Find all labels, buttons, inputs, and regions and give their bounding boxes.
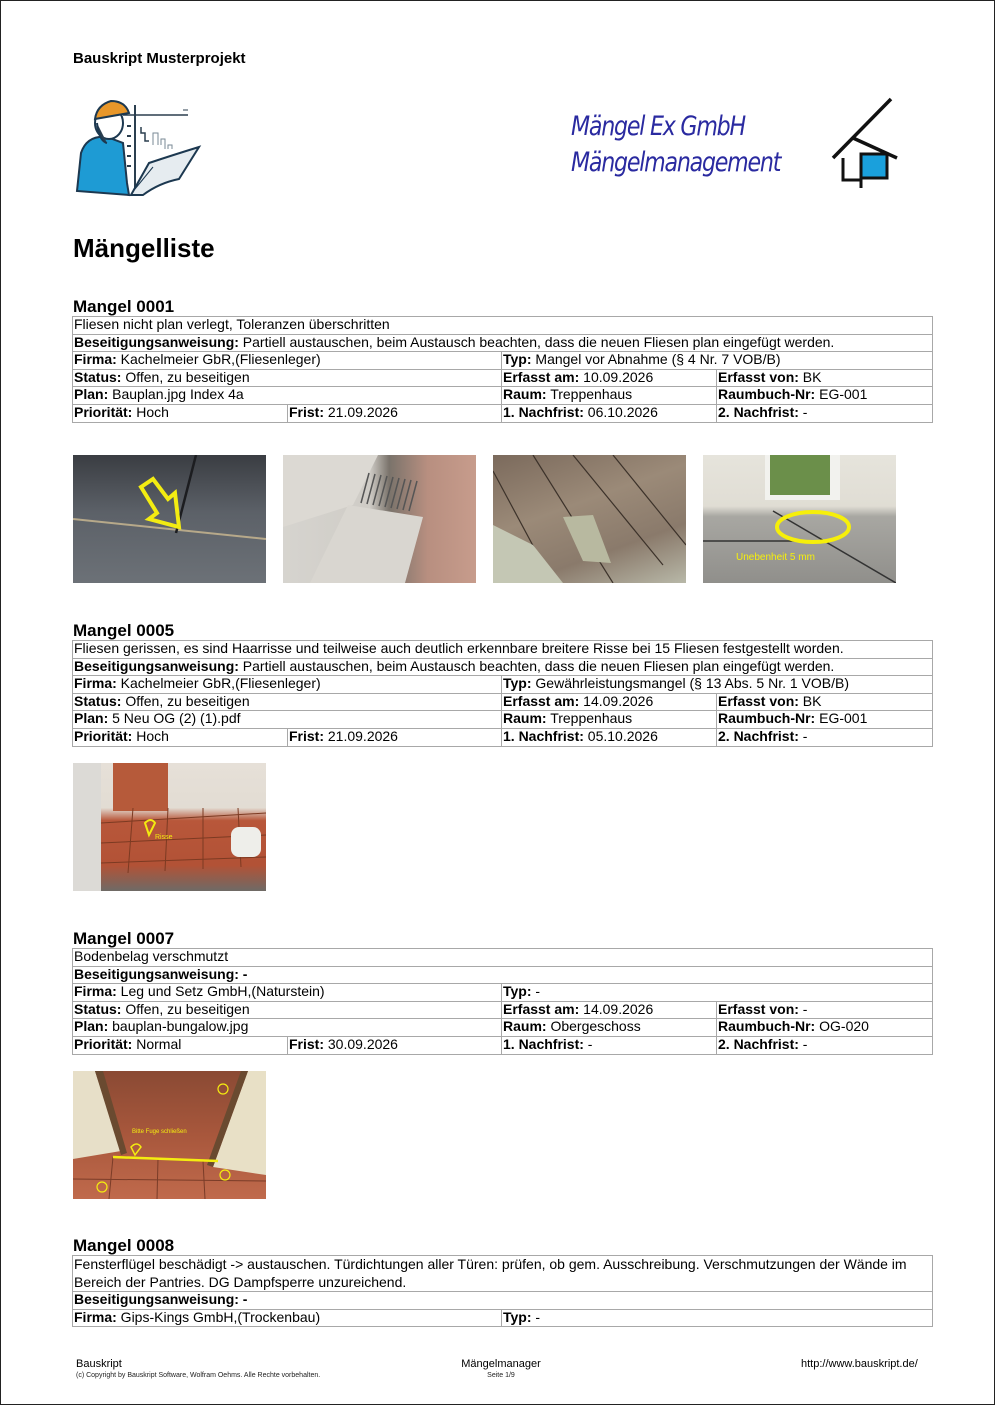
project-title: Bauskript Musterprojekt xyxy=(73,50,246,67)
defect-remedy: Beseitigungsanweisung: - xyxy=(73,1292,933,1310)
defect-room: Raum: Obergeschoss xyxy=(502,1019,717,1037)
defect-description: Fensterflügel beschädigt -> austauschen. Türdichtungen aller Türen: prüfen, ob gem. Ausschreibung. Verschmutzungen der Wände im Bereich der Pantries. DG Dampfsperre unzureichend. xyxy=(73,1256,933,1292)
defect-status: Status: Offen, zu beseitigen xyxy=(73,693,502,711)
defect-photo[interactable] xyxy=(493,455,686,583)
defect-recorded-by: Erfasst von: BK xyxy=(717,693,933,711)
defect-extension-2: 2. Nachfrist: - xyxy=(717,404,933,422)
defect-remedy: Beseitigungsanweisung: Partiell austauschen, beim Austausch beachten, dass die neuen Fliesen plan eingefügt werden. xyxy=(73,334,933,352)
defect-extension-2: 2. Nachfrist: - xyxy=(717,728,933,746)
defect-photos-0007 xyxy=(73,1071,266,1199)
defect-recorded-by: Erfasst von: - xyxy=(717,1001,933,1019)
defect-remedy: Beseitigungsanweisung: Partiell austauschen, beim Austausch beachten, dass die neuen Fliesen plan eingefügt werden. xyxy=(73,658,933,676)
document-title: Mängelliste xyxy=(73,233,215,263)
defect-photo[interactable] xyxy=(73,455,266,583)
defect-deadline: Frist: 30.09.2026 xyxy=(288,1036,502,1054)
defect-heading: Mangel 0007 xyxy=(73,929,175,948)
defect-plan: Plan: bauplan-bungalow.jpg xyxy=(73,1019,502,1037)
defect-heading: Mangel 0001 xyxy=(73,297,175,316)
defect-description: Bodenbelag verschmutzt xyxy=(73,949,933,967)
footer-url-link[interactable]: http://www.bauskript.de/ xyxy=(801,1358,918,1370)
defect-room-book-no: Raumbuch-Nr: OG-020 xyxy=(717,1019,933,1037)
defect-recorded-by: Erfasst von: BK xyxy=(717,369,933,387)
footer-right xyxy=(801,1358,918,1370)
defect-status: Status: Offen, zu beseitigen xyxy=(73,1001,502,1019)
defect-priority: Priorität: Normal xyxy=(73,1036,288,1054)
defect-description: Fliesen nicht plan verlegt, Toleranzen überschritten xyxy=(73,317,933,335)
defect-plan: Plan: 5 Neu OG (2) (1).pdf xyxy=(73,711,502,729)
defect-block-0005 xyxy=(72,621,932,747)
defect-room: Raum: Treppenhaus xyxy=(502,711,717,729)
construction-worker-logo-icon xyxy=(73,83,203,199)
defect-room-book-no: Raumbuch-Nr: EG-001 xyxy=(717,387,933,405)
house-logo-icon xyxy=(829,96,903,190)
footer-app-name: Mängelmanager xyxy=(461,1358,541,1370)
defect-recorded-date: Erfasst am: 10.09.2026 xyxy=(502,369,717,387)
defect-heading: Mangel 0008 xyxy=(73,1236,175,1255)
defect-photo[interactable] xyxy=(73,763,266,891)
defect-block-0001 xyxy=(72,297,932,423)
footer-brand: Bauskript xyxy=(76,1358,122,1370)
defect-block-0007 xyxy=(72,929,932,1055)
defect-details-table xyxy=(72,316,933,423)
defect-type: Typ: - xyxy=(502,1309,933,1327)
defect-recorded-date: Erfasst am: 14.09.2026 xyxy=(502,1001,717,1019)
defect-room: Raum: Treppenhaus xyxy=(502,387,717,405)
svg-text:Bitte Fuge schließen: Bitte Fuge schließen xyxy=(132,1129,187,1135)
defect-firm: Firma: Kachelmeier GbR,(Fliesenleger) xyxy=(73,676,502,694)
svg-text:Risse: Risse xyxy=(155,834,173,841)
defect-priority: Priorität: Hoch xyxy=(73,728,288,746)
defect-deadline: Frist: 21.09.2026 xyxy=(288,728,502,746)
defect-type: Typ: Mangel vor Abnahme (§ 4 Nr. 7 VOB/B) xyxy=(502,352,933,370)
defect-recorded-date: Erfasst am: 14.09.2026 xyxy=(502,693,717,711)
defect-status: Status: Offen, zu beseitigen xyxy=(73,369,502,387)
defect-photo[interactable] xyxy=(73,1071,266,1199)
defect-details-table xyxy=(72,640,933,747)
defect-firm: Firma: Kachelmeier GbR,(Fliesenleger) xyxy=(73,352,502,370)
footer-copyright: (c) Copyright by Bauskript Software, Wolfram Oehms. Alle Rechte vorbehalten. xyxy=(76,1372,321,1379)
defect-block-0008 xyxy=(72,1236,932,1327)
defect-extension-1: 1. Nachfrist: 06.10.2026 xyxy=(502,404,717,422)
footer-center xyxy=(441,1358,561,1379)
defect-extension-1: 1. Nachfrist: - xyxy=(502,1036,717,1054)
defect-photo[interactable] xyxy=(703,455,896,583)
defect-type: Typ: Gewährleistungsmangel (§ 13 Abs. 5 Nr. 1 VOB/B) xyxy=(502,676,933,694)
company-subtitle: Mängelmanagement xyxy=(571,147,781,178)
defect-photos-0001 xyxy=(73,455,896,583)
defect-room-book-no: Raumbuch-Nr: EG-001 xyxy=(717,711,933,729)
company-branding xyxy=(571,109,821,181)
defect-heading: Mangel 0005 xyxy=(73,621,175,640)
defect-photo[interactable] xyxy=(283,455,476,583)
defect-plan: Plan: Bauplan.jpg Index 4a xyxy=(73,387,502,405)
defect-priority: Priorität: Hoch xyxy=(73,404,288,422)
defect-extension-1: 1. Nachfrist: 05.10.2026 xyxy=(502,728,717,746)
svg-text:Unebenheit 5 mm: Unebenheit 5 mm xyxy=(736,552,815,563)
defect-remedy: Beseitigungsanweisung: - xyxy=(73,966,933,984)
footer-left xyxy=(76,1358,320,1379)
defect-photos-0005 xyxy=(73,763,266,891)
defect-details-table xyxy=(72,1255,933,1327)
defect-details-table xyxy=(72,948,933,1055)
defect-firm: Firma: Gips-Kings GmbH,(Trockenbau) xyxy=(73,1309,502,1327)
footer-page-info: Seite 1/9 xyxy=(487,1372,515,1379)
defect-firm: Firma: Leg und Setz GmbH,(Naturstein) xyxy=(73,984,502,1002)
company-name: Mängel Ex GmbH xyxy=(571,111,745,142)
defect-description: Fliesen gerissen, es sind Haarrisse und teilweise auch deutlich erkennbare breitere Risse bei 15 Fliesen festgestellt worden. xyxy=(73,641,933,659)
defect-deadline: Frist: 21.09.2026 xyxy=(288,404,502,422)
defect-type: Typ: - xyxy=(502,984,933,1002)
defect-extension-2: 2. Nachfrist: - xyxy=(717,1036,933,1054)
